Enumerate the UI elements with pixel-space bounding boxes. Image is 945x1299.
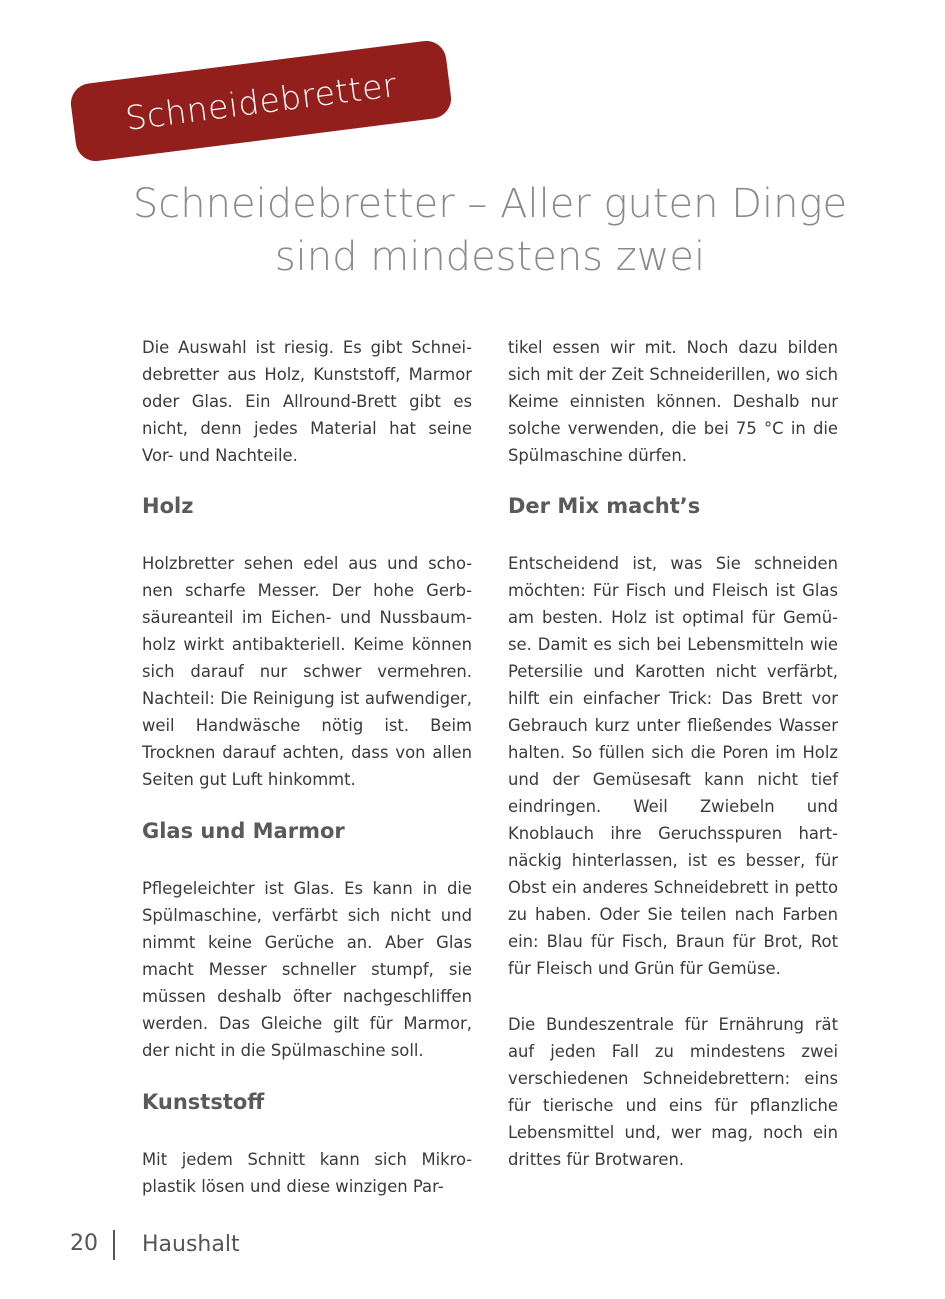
page-title	[100, 178, 880, 284]
heading-glas-marmor: Glas und Marmor	[142, 819, 345, 843]
category-tag	[69, 39, 454, 164]
category-tag-label: Schneidebretter	[123, 64, 399, 138]
glas-paragraph: Pflegeleichter ist Glas. Es kann in die Spülmaschine, verfärbt sich nicht und nimmt keine Gerüche an. Aber Glas macht Messer schneller stumpf, sie müssen deshalb öfter nachgeschliffen werden. Das Gleiche gilt für Marmor, der nicht in die Spülmaschine soll.	[142, 879, 472, 1060]
heading-mix: Der Mix macht’s	[508, 494, 701, 518]
holz-paragraph: Holzbretter sehen edel aus und schonen scharfe Messer. Der hohe Gerbsäureanteil im Eichen- und Nussbaumholz wirkt antibakteriell. Keime können sich darauf nur schwer vermehren. Nachteil: Die Reinigung ist aufwendiger, weil Handwäsche nötig ist. Beim Trocknen darauf achten, dass von allen Seiten gut Luft hinkommt.	[142, 554, 472, 789]
page-number: 20	[70, 1231, 98, 1256]
bze-paragraph: Die Bundeszentrale für Ernährung rät auf jeden Fall zu mindestens zwei verschiedenen Schneidebrettern: eins für tierische und eins für pflanzliche Lebensmittel und, wer mag, noch ein drittes für Brotwaren.	[508, 1015, 838, 1169]
intro-paragraph: Die Auswahl ist riesig. Es gibt Schneidebretter aus Holz, Kunststoff, Marmor oder Glas. Ein Allround-Brett gibt es nicht, denn jedes Material hat seine Vor- und Nachteile.	[142, 338, 472, 465]
title-line-1: Schneidebretter – Aller guten Dinge	[132, 181, 848, 227]
mix-paragraph: Entscheidend ist, was Sie schneiden möchten: Für Fisch und Fleisch ist Glas am besten. Holz ist optimal für Gemüse. Damit es sich bei Lebensmitteln wie Petersilie und Karotten nicht verfärbt, hilft ein einfacher Trick: Das Brett vor Gebrauch kurz unter fließendes Wasser halten. So füllen sich die Poren im Holz und der Gemüsesaft kann nicht tief eindringen. Weil Zwiebeln und Knoblauch ihre Geruchsspuren hartnäckig hinterlassen, ist es besser, für Obst ein anderes Schneidebrett in petto zu haben. Oder Sie teilen nach Farben ein: Blau für Fisch, Braun für Brot, Rot für Fleisch und Grün für Gemüse.	[508, 554, 838, 978]
footer-divider	[113, 1230, 115, 1260]
kunststoff-paragraph: Mit jedem Schnitt kann sich Mikroplastik lösen und diese winzigen Par-	[142, 1150, 472, 1196]
section-name: Haushalt	[142, 1232, 240, 1257]
title-line-2: sind mindestens zwei	[274, 234, 706, 280]
heading-holz: Holz	[142, 494, 194, 518]
heading-kunststoff: Kunststoff	[142, 1090, 265, 1114]
kunststoff-paragraph-continued: tikel essen wir mit. Noch dazu bilden sich mit der Zeit Schneiderillen, wo sich Keime einnisten können. Deshalb nur solche verwenden, die bei 75 °C in die Spülmaschine dürfen.	[508, 338, 838, 465]
